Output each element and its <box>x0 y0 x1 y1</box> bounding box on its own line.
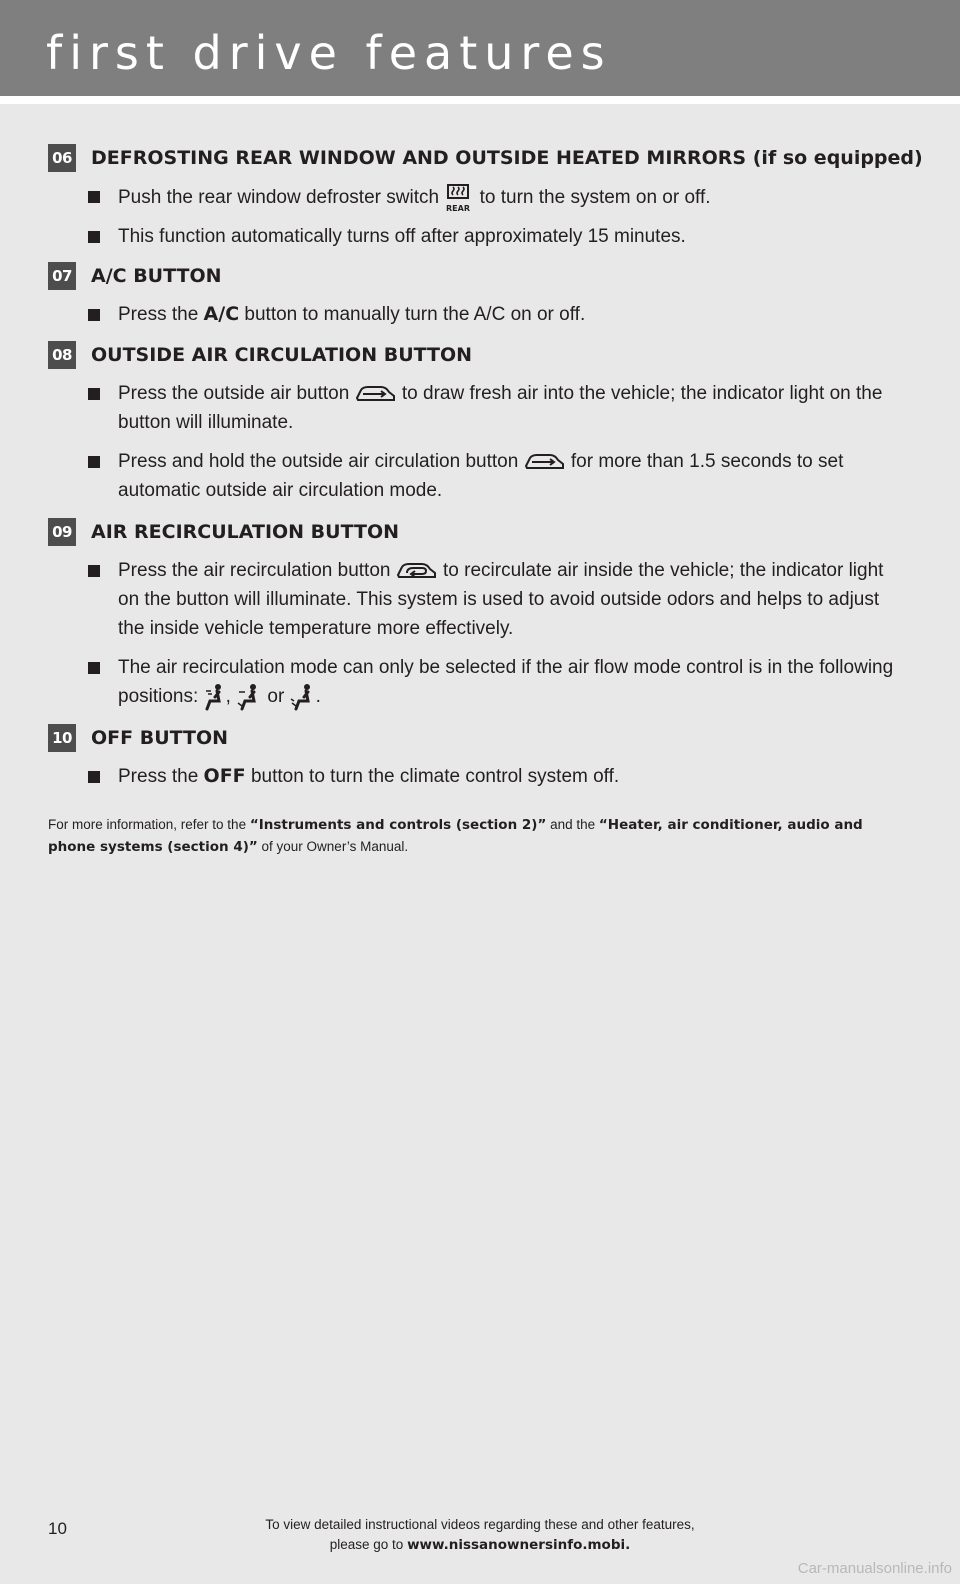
section-number-badge: 10 <box>48 724 76 752</box>
section-08-heading <box>48 341 472 369</box>
section-title: DEFROSTING REAR WINDOW AND OUTSIDE HEATED MIRRORS (if so equipped) <box>91 147 923 169</box>
section-title: A/C BUTTON <box>91 265 222 287</box>
section-09-heading <box>48 518 399 546</box>
bullet-square-icon <box>88 565 100 577</box>
bullet-item: Press the A/C button to manually turn the A/C on or off. <box>88 300 898 329</box>
bullet-square-icon <box>88 191 100 203</box>
bullet-square-icon <box>88 456 100 468</box>
section-number-badge: 09 <box>48 518 76 546</box>
page-header-band <box>0 0 960 96</box>
bullet-item: This function automatically turns off after approximately 15 minutes. <box>88 222 898 251</box>
bullet-item: Press the outside air button to draw fresh air into the vehicle; the indicator light on the button will illuminate. <box>88 379 898 437</box>
footer-note: To view detailed instructional videos regarding these and other features, please go to www.nissanownersinfo.mobi. <box>265 1517 695 1553</box>
watermark: Car-manualsonline.info <box>797 1560 952 1577</box>
owners-manual-reference: For more information, refer to the “Instruments and controls (section 2)” and the “Heater, air conditioner, audio and phone systems (section 4)” of your Owner’s Manual. <box>48 817 863 855</box>
reference-section-2: “Instruments and controls (section 2)” <box>249 817 547 833</box>
bullet-square-icon <box>88 388 100 400</box>
section-title: AIR RECIRCULATION BUTTON <box>91 521 399 543</box>
outside-air-icon <box>524 452 566 472</box>
bullet-item: The air recirculation mode can only be selected if the air flow mode control is in the following positions: , or . <box>88 653 898 711</box>
bullet-square-icon <box>88 309 100 321</box>
rear-label: REAR <box>446 204 471 213</box>
section-07-heading <box>48 262 222 290</box>
page-number: 10 <box>48 1519 67 1538</box>
section-10-heading <box>48 724 228 752</box>
section-title-note: (if so equipped) <box>752 147 923 169</box>
section-number-badge: 08 <box>48 341 76 369</box>
recirculation-icon <box>396 561 438 581</box>
airflow-foot-icon <box>290 683 316 711</box>
reference-section-4: “Heater, air conditioner, audio and phone systems (section 4)” <box>48 817 863 855</box>
bullet-square-icon <box>88 231 100 243</box>
bullet-item: Press and hold the outside air circulation button for more than 1.5 seconds to set automatic outside air circulation mode. <box>88 447 898 505</box>
bullet-square-icon <box>88 662 100 674</box>
website-link[interactable]: www.nissanownersinfo.mobi. <box>407 1537 631 1553</box>
bullet-square-icon <box>88 771 100 783</box>
header-divider <box>0 96 960 104</box>
rear-defroster-icon <box>444 182 474 214</box>
bullet-item: Push the rear window defroster switch REAR to turn the system on or off. <box>88 182 898 214</box>
outside-air-icon <box>355 384 397 404</box>
section-number-badge: 07 <box>48 262 76 290</box>
section-06-heading <box>48 144 923 172</box>
section-title: OFF BUTTON <box>91 727 229 749</box>
bullet-item: Press the air recirculation button to recirculate air inside the vehicle; the indicator light on the button will illuminate. This system is used to avoid outside odors and helps to adjust the inside vehicle temperature more effectively. <box>88 556 898 643</box>
airflow-face-icon <box>204 683 226 711</box>
off-button-label: OFF <box>203 765 246 787</box>
section-number-badge: 06 <box>48 144 76 172</box>
bullet-item: Press the OFF button to turn the climate control system off. <box>88 762 898 791</box>
page-header-title: first drive features <box>46 26 612 80</box>
ac-button-label: A/C <box>203 303 240 325</box>
section-title: OUTSIDE AIR CIRCULATION BUTTON <box>91 344 473 366</box>
airflow-bilevel-icon <box>236 683 262 711</box>
